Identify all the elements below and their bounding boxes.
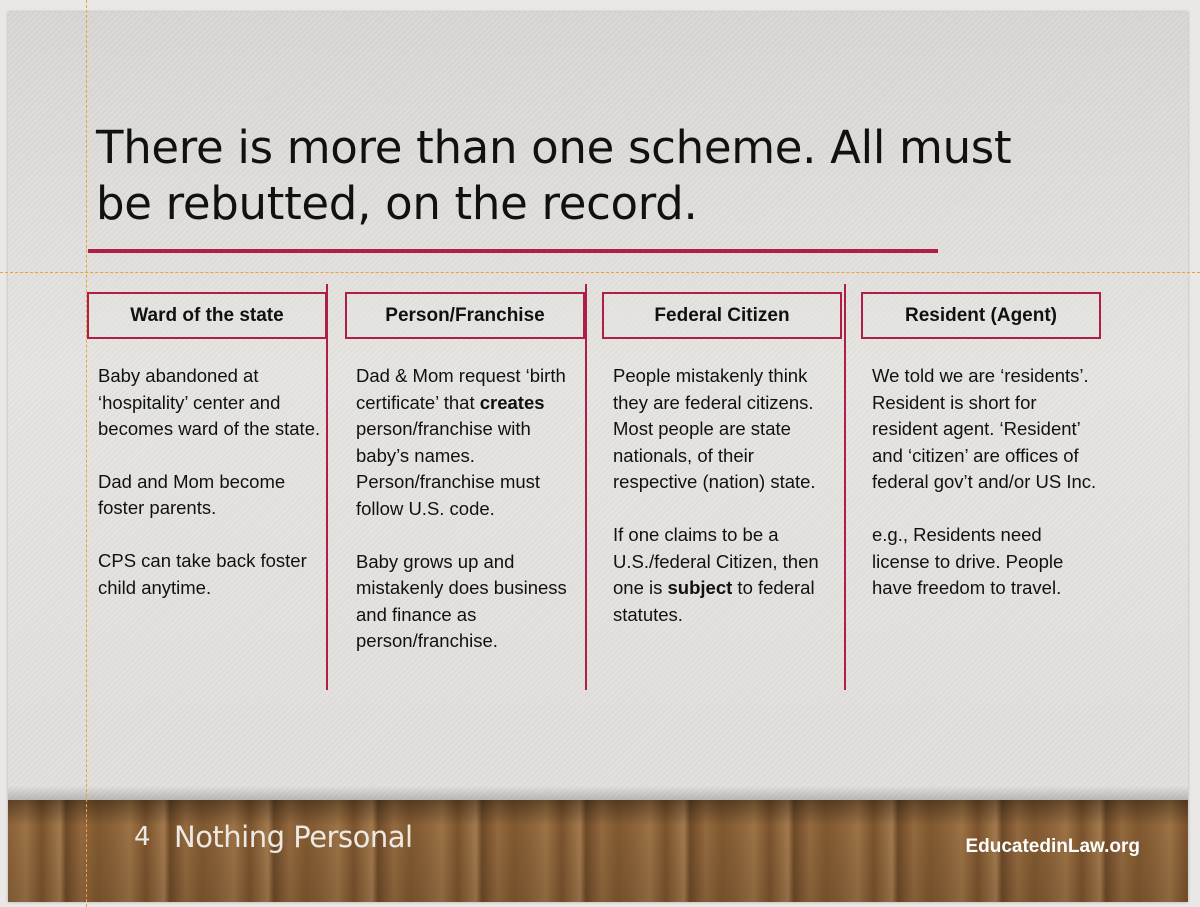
footer-website[interactable]: EducatedinLaw.org — [965, 836, 1140, 857]
column-person-franchise — [345, 292, 585, 681]
bold-text: creates — [479, 391, 545, 413]
body-paragraph — [356, 363, 585, 523]
text-run: We told we are ‘residents’. Resident is short for resident agent. ‘Resident’ and ‘citizen’ are offices of federal gov’t and/or US Inc. — [872, 365, 1097, 493]
body-paragraph — [872, 363, 1101, 496]
slide-number: 4 — [134, 822, 151, 852]
title-underline — [88, 249, 938, 253]
body-paragraph — [613, 522, 842, 628]
text-run: Baby abandoned at ‘hospitality’ center and becomes ward of the state. — [98, 365, 321, 440]
column-divider — [844, 284, 846, 690]
body-paragraph — [98, 469, 327, 522]
horizontal-guide-line[interactable] — [0, 272, 1200, 273]
body-paragraph — [98, 363, 327, 443]
text-run: If one claims to be a U.S./federal Citizen, then one is — [613, 523, 819, 599]
slide[interactable] — [8, 12, 1188, 902]
column-federal-citizen — [602, 292, 842, 654]
column-heading[interactable]: Ward of the state — [87, 292, 327, 339]
footer-title[interactable]: Nothing Personal — [174, 820, 413, 854]
column-divider — [326, 284, 328, 690]
text-run: People mistakenly think they are federal citizens. Most people are state nationals, of their respective (nation) state. — [613, 365, 816, 493]
column-heading[interactable]: Federal Citizen — [602, 292, 842, 339]
column-body[interactable] — [602, 363, 842, 628]
column-body[interactable] — [345, 363, 585, 655]
body-paragraph — [356, 549, 585, 655]
column-heading[interactable]: Person/Franchise — [345, 292, 585, 339]
body-paragraph — [98, 548, 327, 601]
body-paragraph — [613, 363, 842, 496]
column-ward-of-the-state — [87, 292, 327, 627]
column-divider — [585, 284, 587, 690]
floor-shadow — [8, 786, 1188, 800]
column-resident-agent — [861, 292, 1101, 628]
text-run: Dad and Mom become foster parents. — [98, 470, 286, 519]
slide-title[interactable]: There is more than one scheme. All must be rebutted, on the record. — [96, 121, 1012, 230]
text-run: CPS can take back foster child anytime. — [98, 549, 307, 598]
bold-text: subject — [667, 577, 733, 599]
text-run: to federal statutes. — [613, 577, 815, 625]
vertical-guide-line[interactable] — [86, 0, 87, 907]
text-run: e.g., Residents need license to drive. People have freedom to travel. — [872, 523, 1064, 599]
body-paragraph — [872, 522, 1101, 602]
text-run: person/franchise with baby’s names. Person/franchise must follow U.S. code. — [356, 418, 541, 519]
text-run: Dad & Mom request ‘birth certificate’ that — [356, 365, 566, 413]
column-body[interactable] — [87, 363, 327, 601]
column-heading[interactable]: Resident (Agent) — [861, 292, 1101, 339]
column-body[interactable] — [861, 363, 1101, 602]
text-run: Baby grows up and mistakenly does business and finance as person/franchise. — [356, 550, 567, 652]
